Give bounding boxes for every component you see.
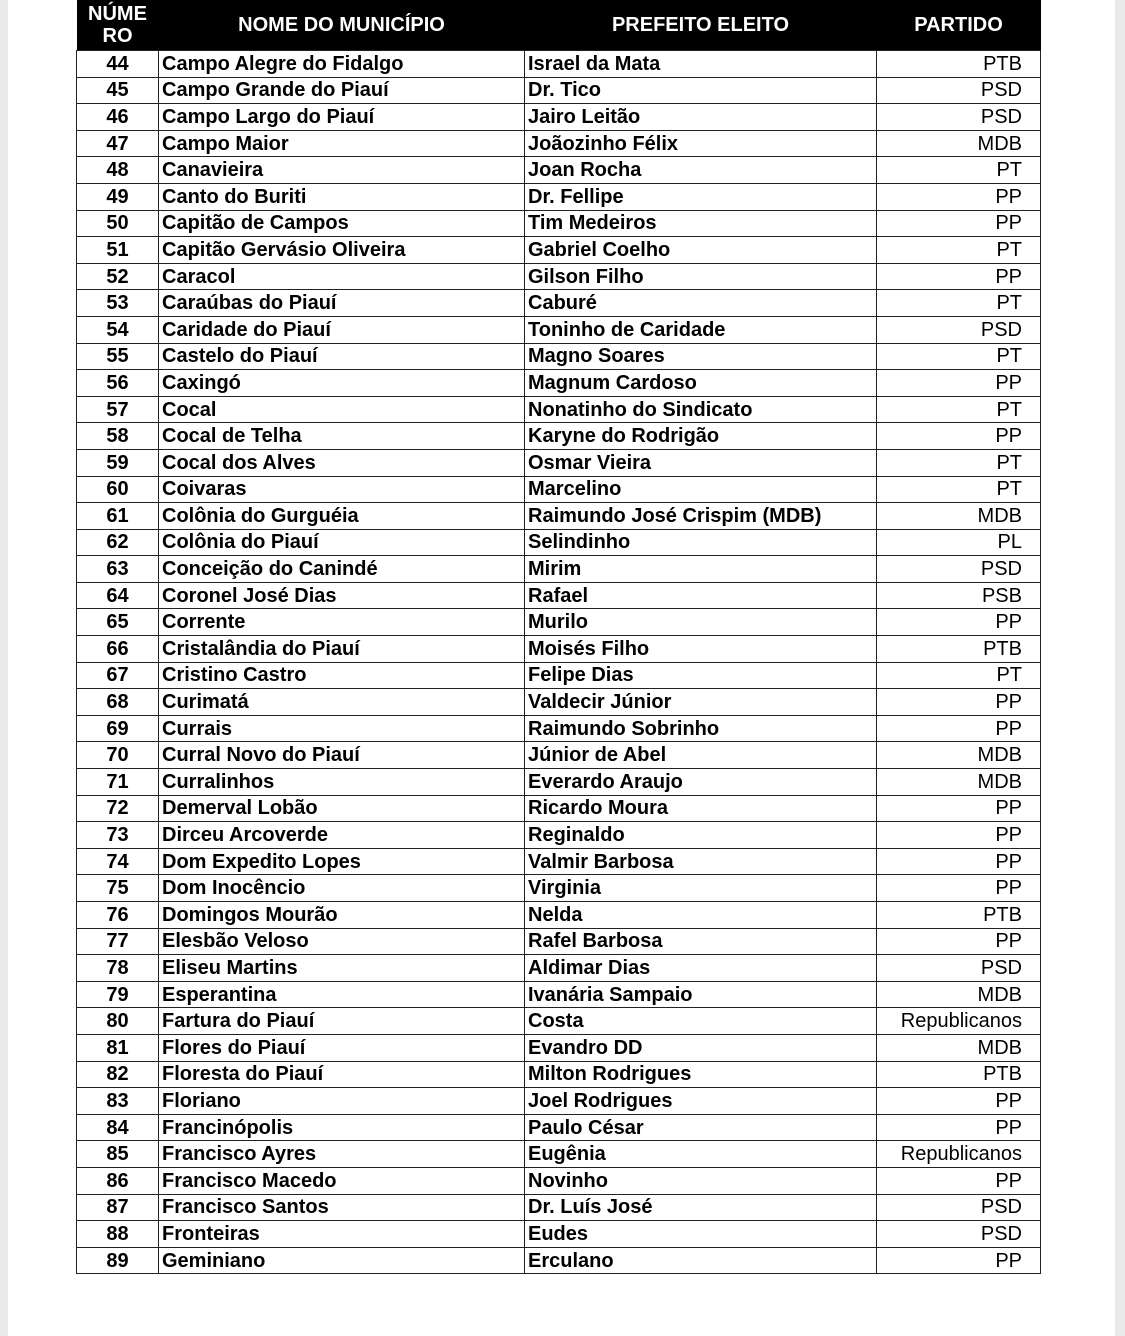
table-row [77,822,1041,849]
mayor-cell: Rafael [525,582,877,609]
party-cell: PP [877,689,1041,716]
party-cell: PSD [877,1221,1041,1248]
mayor-cell: Evandro DD [525,1034,877,1061]
row-number: 46 [77,104,159,131]
table-row [77,1061,1041,1088]
municipality-cell: Caraúbas do Piauí [159,290,525,317]
table-row [77,1114,1041,1141]
left-page-edge [0,0,8,1336]
party-cell: MDB [877,1034,1041,1061]
row-number: 76 [77,902,159,929]
municipality-cell: Francinópolis [159,1114,525,1141]
party-cell: PTB [877,636,1041,663]
party-cell: PSD [877,556,1041,583]
mayor-cell: Gabriel Coelho [525,237,877,264]
municipality-cell: Capitão de Campos [159,210,525,237]
row-number: 82 [77,1061,159,1088]
party-cell: PP [877,848,1041,875]
municipality-cell: Dom Inocêncio [159,875,525,902]
party-cell: PP [877,370,1041,397]
table-row [77,476,1041,503]
party-cell: PP [877,928,1041,955]
municipality-cell: Eliseu Martins [159,955,525,982]
table-row [77,742,1041,769]
header-mayor: PREFEITO ELEITO [525,0,877,51]
municipality-cell: Curimatá [159,689,525,716]
mayor-cell: Osmar Vieira [525,449,877,476]
mayor-cell: Eudes [525,1221,877,1248]
party-cell: PT [877,343,1041,370]
row-number: 77 [77,928,159,955]
row-number: 86 [77,1167,159,1194]
row-number: 84 [77,1114,159,1141]
row-number: 78 [77,955,159,982]
row-number: 48 [77,157,159,184]
municipality-cell: Campo Grande do Piauí [159,77,525,104]
mayor-cell: Valdecir Júnior [525,689,877,716]
row-number: 52 [77,263,159,290]
table-row [77,981,1041,1008]
party-cell: PP [877,1088,1041,1115]
municipality-cell: Caracol [159,263,525,290]
mayor-cell: Dr. Luís José [525,1194,877,1221]
municipality-cell: Conceição do Canindé [159,556,525,583]
party-cell: PP [877,1114,1041,1141]
municipality-cell: Castelo do Piauí [159,343,525,370]
table-row [77,1194,1041,1221]
party-cell: PP [877,423,1041,450]
municipality-cell: Cocal [159,396,525,423]
table-row [77,237,1041,264]
mayor-cell: Selindinho [525,529,877,556]
table-row [77,689,1041,716]
row-number: 83 [77,1088,159,1115]
table-row [77,582,1041,609]
row-number: 73 [77,822,159,849]
municipality-cell: Esperantina [159,981,525,1008]
municipality-cell: Campo Largo do Piauí [159,104,525,131]
table-row [77,157,1041,184]
mayor-cell: Erculano [525,1247,877,1274]
party-cell: PT [877,157,1041,184]
row-number: 61 [77,503,159,530]
row-number: 85 [77,1141,159,1168]
table-row [77,423,1041,450]
mayor-cell: Israel da Mata [525,51,877,78]
row-number: 69 [77,715,159,742]
row-number: 65 [77,609,159,636]
mayor-cell: Aldimar Dias [525,955,877,982]
table-body [77,51,1041,1274]
table-row [77,1221,1041,1248]
row-number: 80 [77,1008,159,1035]
municipality-cell: Cristino Castro [159,662,525,689]
mayor-cell: Reginaldo [525,822,877,849]
table-row [77,1088,1041,1115]
party-cell: PP [877,715,1041,742]
party-cell: PSD [877,77,1041,104]
row-number: 57 [77,396,159,423]
party-cell: PP [877,263,1041,290]
mayor-cell: Nelda [525,902,877,929]
municipality-cell: Fartura do Piauí [159,1008,525,1035]
mayor-cell: Moisés Filho [525,636,877,663]
table-row [77,1167,1041,1194]
mayor-cell: Nonatinho do Sindicato [525,396,877,423]
table-row [77,343,1041,370]
municipality-cell: Elesbão Veloso [159,928,525,955]
municipality-cell: Cristalândia do Piauí [159,636,525,663]
municipality-cell: Caxingó [159,370,525,397]
row-number: 87 [77,1194,159,1221]
party-cell: PT [877,290,1041,317]
party-cell: PP [877,875,1041,902]
municipality-cell: Cocal de Telha [159,423,525,450]
table-row [77,263,1041,290]
mayor-cell: Toninho de Caridade [525,316,877,343]
mayor-cell: Magnum Cardoso [525,370,877,397]
party-cell: PTB [877,902,1041,929]
row-number: 72 [77,795,159,822]
row-number: 71 [77,769,159,796]
row-number: 53 [77,290,159,317]
table-row [77,396,1041,423]
row-number: 79 [77,981,159,1008]
mayor-cell: Joel Rodrigues [525,1088,877,1115]
party-cell: PTB [877,1061,1041,1088]
municipality-cell: Demerval Lobão [159,795,525,822]
mayor-cell: Rafel Barbosa [525,928,877,955]
municipality-cell: Floresta do Piauí [159,1061,525,1088]
row-number: 55 [77,343,159,370]
table-row [77,1008,1041,1035]
party-cell: MDB [877,503,1041,530]
mayor-cell: Júnior de Abel [525,742,877,769]
mayor-cell: Raimundo Sobrinho [525,715,877,742]
party-cell: PSD [877,1194,1041,1221]
row-number: 75 [77,875,159,902]
mayor-cell: Joan Rocha [525,157,877,184]
party-cell: PSB [877,582,1041,609]
municipality-cell: Dom Expedito Lopes [159,848,525,875]
table-row [77,1247,1041,1274]
mayor-cell: Virginia [525,875,877,902]
mayor-cell: Paulo César [525,1114,877,1141]
party-cell: MDB [877,130,1041,157]
municipality-cell: Colônia do Gurguéia [159,503,525,530]
mayor-cell: Eugênia [525,1141,877,1168]
mayor-cell: Ricardo Moura [525,795,877,822]
municipality-cell: Capitão Gervásio Oliveira [159,237,525,264]
row-number: 56 [77,370,159,397]
party-cell: PP [877,822,1041,849]
table-row [77,529,1041,556]
party-cell: PT [877,662,1041,689]
mayor-cell: Joãozinho Félix [525,130,877,157]
party-cell: PSD [877,104,1041,131]
table-row [77,556,1041,583]
party-cell: PSD [877,316,1041,343]
row-number: 68 [77,689,159,716]
party-cell: Republicanos [877,1008,1041,1035]
mayors-table [76,0,1041,1274]
row-number: 89 [77,1247,159,1274]
municipality-cell: Floriano [159,1088,525,1115]
party-cell: PT [877,237,1041,264]
party-cell: PSD [877,955,1041,982]
row-number: 44 [77,51,159,78]
table-row [77,955,1041,982]
table-row [77,130,1041,157]
party-cell: PP [877,795,1041,822]
municipality-cell: Fronteiras [159,1221,525,1248]
row-number: 81 [77,1034,159,1061]
municipality-cell: Francisco Ayres [159,1141,525,1168]
party-cell: PP [877,210,1041,237]
municipality-cell: Canavieira [159,157,525,184]
mayor-cell: Novinho [525,1167,877,1194]
row-number: 67 [77,662,159,689]
row-number: 70 [77,742,159,769]
table-row [77,928,1041,955]
header-number: NÚMERO [77,0,159,51]
mayor-cell: Caburé [525,290,877,317]
row-number: 50 [77,210,159,237]
header-party: PARTIDO [877,0,1041,51]
table-row [77,769,1041,796]
municipality-cell: Curralinhos [159,769,525,796]
table-row [77,104,1041,131]
municipality-cell: Dirceu Arcoverde [159,822,525,849]
table-row [77,51,1041,78]
municipality-cell: Francisco Santos [159,1194,525,1221]
municipality-cell: Coivaras [159,476,525,503]
table-row [77,290,1041,317]
row-number: 47 [77,130,159,157]
mayor-cell: Marcelino [525,476,877,503]
row-number: 63 [77,556,159,583]
mayor-cell: Mirim [525,556,877,583]
municipality-cell: Currais [159,715,525,742]
row-number: 45 [77,77,159,104]
row-number: 62 [77,529,159,556]
party-cell: MDB [877,769,1041,796]
row-number: 49 [77,183,159,210]
municipality-cell: Colônia do Piauí [159,529,525,556]
municipality-cell: Curral Novo do Piauí [159,742,525,769]
mayor-cell: Valmir Barbosa [525,848,877,875]
mayor-cell: Ivanária Sampaio [525,981,877,1008]
mayor-cell: Felipe Dias [525,662,877,689]
table-row [77,795,1041,822]
table-row [77,848,1041,875]
header-municipality: NOME DO MUNICÍPIO [159,0,525,51]
mayor-cell: Murilo [525,609,877,636]
mayor-cell: Milton Rodrigues [525,1061,877,1088]
municipality-cell: Flores do Piauí [159,1034,525,1061]
row-number: 51 [77,237,159,264]
municipality-cell: Coronel José Dias [159,582,525,609]
table-row [77,1034,1041,1061]
municipality-cell: Francisco Macedo [159,1167,525,1194]
table-row [77,875,1041,902]
municipality-cell: Domingos Mourão [159,902,525,929]
party-cell: PL [877,529,1041,556]
mayor-cell: Magno Soares [525,343,877,370]
municipality-cell: Campo Alegre do Fidalgo [159,51,525,78]
party-cell: Republicanos [877,1141,1041,1168]
mayor-cell: Karyne do Rodrigão [525,423,877,450]
mayor-cell: Dr. Fellipe [525,183,877,210]
party-cell: PT [877,396,1041,423]
row-number: 59 [77,449,159,476]
right-page-edge [1115,0,1125,1336]
municipality-cell: Cocal dos Alves [159,449,525,476]
table-row [77,77,1041,104]
party-cell: PT [877,476,1041,503]
party-cell: PP [877,1167,1041,1194]
row-number: 58 [77,423,159,450]
municipality-cell: Geminiano [159,1247,525,1274]
row-number: 60 [77,476,159,503]
party-cell: MDB [877,981,1041,1008]
table-row [77,902,1041,929]
table-row [77,662,1041,689]
table-row [77,370,1041,397]
party-cell: MDB [877,742,1041,769]
mayor-cell: Raimundo José Crispim (MDB) [525,503,877,530]
table-row [77,449,1041,476]
table-row [77,715,1041,742]
table-row [77,609,1041,636]
municipality-cell: Campo Maior [159,130,525,157]
municipality-cell: Corrente [159,609,525,636]
municipality-cell: Caridade do Piauí [159,316,525,343]
party-cell: PP [877,609,1041,636]
party-cell: PP [877,183,1041,210]
row-number: 54 [77,316,159,343]
table-row [77,316,1041,343]
table-row [77,210,1041,237]
row-number: 74 [77,848,159,875]
row-number: 66 [77,636,159,663]
mayor-cell: Costa [525,1008,877,1035]
table-row [77,636,1041,663]
row-number: 64 [77,582,159,609]
table-row [77,503,1041,530]
party-cell: PT [877,449,1041,476]
party-cell: PP [877,1247,1041,1274]
row-number: 88 [77,1221,159,1248]
mayor-cell: Gilson Filho [525,263,877,290]
mayor-cell: Everardo Araujo [525,769,877,796]
party-cell: PTB [877,51,1041,78]
mayor-cell: Tim Medeiros [525,210,877,237]
municipality-cell: Canto do Buriti [159,183,525,210]
mayor-cell: Dr. Tico [525,77,877,104]
mayor-cell: Jairo Leitão [525,104,877,131]
table-header-row [77,0,1041,51]
table-row [77,1141,1041,1168]
table-row [77,183,1041,210]
